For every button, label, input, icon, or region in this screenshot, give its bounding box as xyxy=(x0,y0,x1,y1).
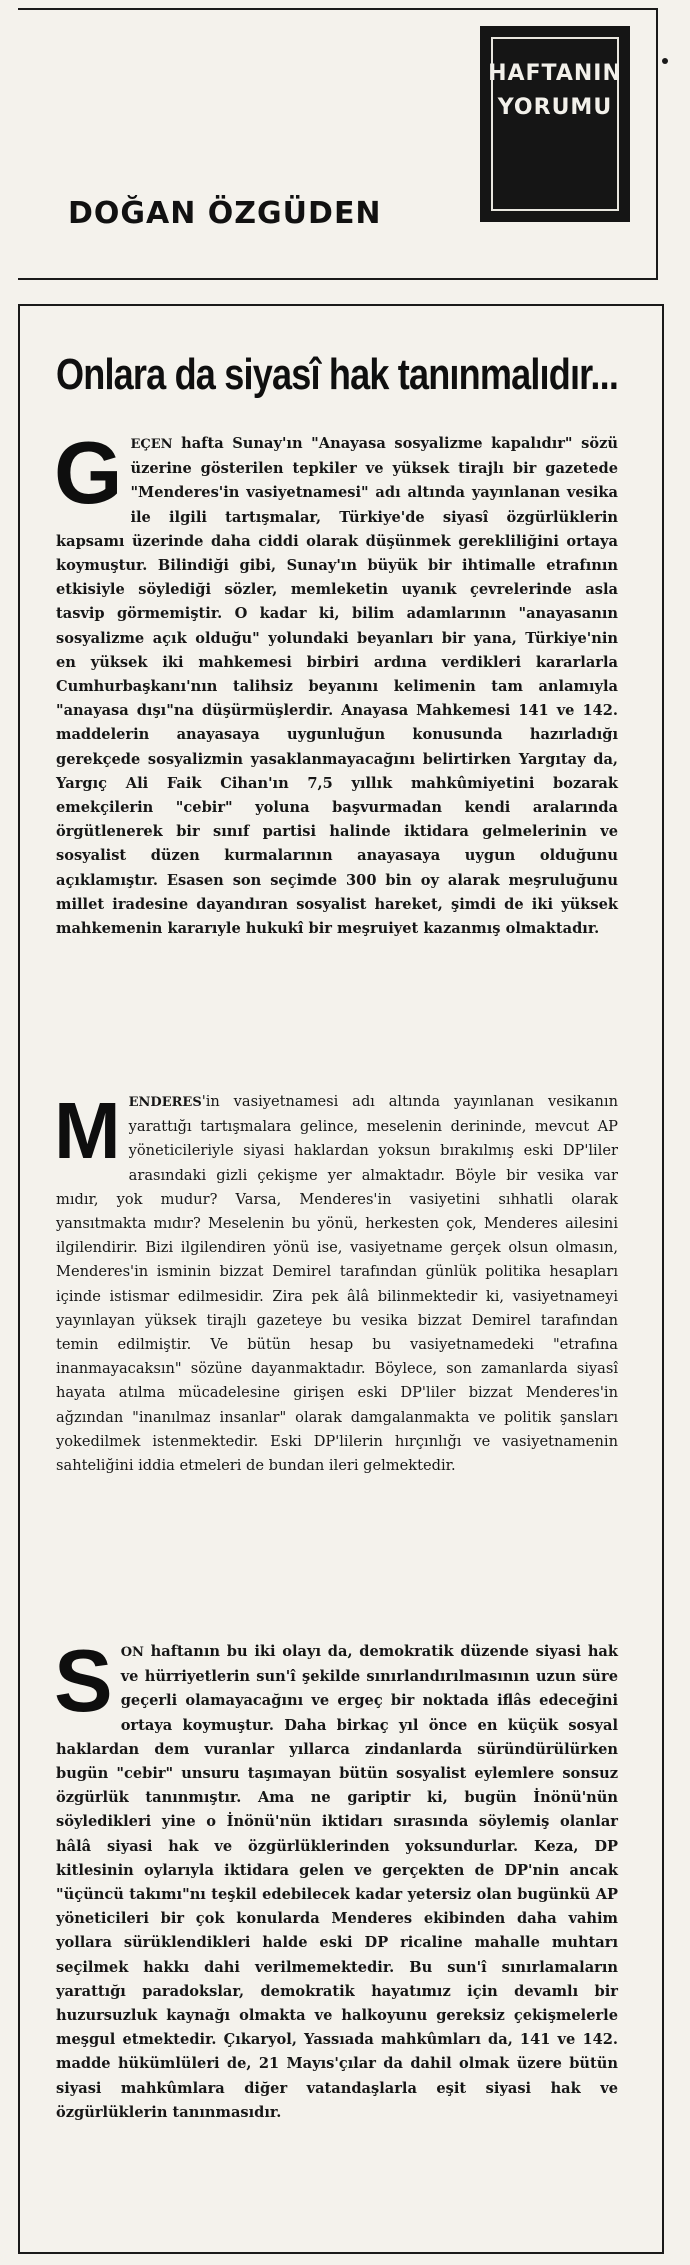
paragraph-3-lead: ON xyxy=(120,1645,144,1660)
paragraph-2-lead: ENDERES xyxy=(128,1095,202,1110)
badge-line-1: HAFTANIN xyxy=(488,61,622,86)
article-title: Onlara da siyasî hak tanınmalıdır... xyxy=(56,350,619,399)
paragraph-1-lead: EÇEN xyxy=(130,437,173,452)
paragraph-1 xyxy=(54,423,618,941)
badge-label xyxy=(483,57,627,125)
paragraph-2-text: 'in vasiyetnamesi adı altında yayınlanan vesikanın yarattığı tartışmalara gelince, meselenin derininde, mevcut AP yöneticileriyle siyasi haklardan yoksun bırakılmış eski DP'liler arasındaki gizli çekişme yer almaktadır. Böyle bir vesika var mıdır, yok mudur? Varsa, Menderes'in vasiyetini sıhhatli olarak yansıtmakta mıdır? Meselenin bu yönü, herkesten çok, Menderes ailesini ilgilendirir. Bizi ilgilendiren yönü ise, vasiyetname gerçek olsun olmasın, Menderes'in isminin bizzat Demirel tarafından günlük politika hesapları içinde istismar edilmesidir. Zira pek âlâ bilinmektedir ki, vasiyetnameyi yayınlayan yüksek tirajlı gazeteye bu vesika bizzat Demirel tarafından temin edilmiştir. Ve bütün hesap bu vasiyetnamedeki "etrafına inanmayacaksın" sözüne dayanmaktadır. Böylece, son zamanlarda siyasî hayata atılma mücadelesine girişen eski DP'liler bizzat Menderes'in ağzından "inanılmaz insanlar" olarak damgalanmakta ve politik şansları yokedilmek istenmektedir. Eski DP'lilerin hırçınlığı ve vasiyetnamenin sahteliğini iddia etmeleri de bundan ileri gelmektedir. xyxy=(56,1093,618,1475)
badge-line-2: YORUMU xyxy=(497,95,613,120)
drop-cap-s: S xyxy=(54,1631,113,1730)
drop-cap-m: M xyxy=(54,1086,121,1175)
author-name: DOĞAN ÖZGÜDEN xyxy=(68,196,382,231)
paragraph-2 xyxy=(54,1086,618,1478)
paragraph-3 xyxy=(54,1631,618,2125)
paragraph-3-text: haftanın bu iki olayı da, demokratik düzende siyasi hak ve hürriyetlerin sun'î şekilde sınırlandırılmasının uzun süre geçerli olamayacağını ve ergeç bir noktada iflâs edeceğini ortaya koymuştur. Daha birkaç yıl önce en küçük sosyal haklardan dem vuranlar yıllarca zindanlarda süründürülürken bugün "cebir" unsuru taşımayan bütün sosyalist eylemlere sonsuz özgürlük tanınmıştır. Ama ne gariptir ki, bugün İnönü'nün söyledikleri yine o İnönü'nün iktidarı sırasında söylemiş olanlar hâlâ siyasi hak ve özgürlüklerinden yoksundurlar. Keza, DP kitlesinin oylarıyla iktidara gelen ve gerçekten de DP'nin ancak "üçüncü takımı"nı teşkil edebilecek kadar yetersiz olan bugünkü AP yöneticileri bir çok konularda Menderes ekibinden daha vahim yollara sürüklendikleri halde eski DP ricaline mahalle muhtarı seçilmek hakkı dahi verilmemektedir. Bu sun'î sınırlamaların yarattığı paradokslar, demokratik hayatımız için devamlı bir huzursuzluk kaynağı olmakta ve halkoyunu gereksiz çekişmelerle meşgul etmektedir. Çıkaryol, Yassıada mahkûmları da, 141 ve 142. madde hükümlüleri de, 21 Mayıs'çılar da dahil olmak üzere bütün siyasi mahkûmlara diğer vatandaşlarla eşit siyasi hak ve özgürlüklerin tanınmasıdır. xyxy=(56,1643,618,2121)
drop-cap-g: G xyxy=(54,423,123,522)
paragraph-1-text: hafta Sunay'ın "Anayasa sosyalizme kapalıdır" sözü üzerine gösterilen tepkiler ve yüksek tirajlı bir gazetede "Menderes'in vasiyetnamesi" adı altında yayınlanan vesika ile ilgili tartışmalar, Türkiye'de siyasî özgürlüklerin kapsamı üzerinde daha ciddi olarak düşünmek gerekliliğini ortaya koymuştur. Bilindiği gibi, Sunay'ın büyük bir ihtimalle etrafının etkisiyle söylediği sözler, memleketin uyanık çevrelerinde asla tasvip görmemiştir. O kadar ki, bilim adamlarının "anayasanın sosyalizme açık olduğu" yolundaki beyanları bir yana, Türkiye'nin en yüksek iki mahkemesi birbiri ardına verdikleri kararlarla Cumhurbaşkanı'nın talihsiz beyanını kelimenin tam anlamıyla "anayasa dışı"na düşürmüşlerdir. Anayasa Mahkemesi 141 ve 142. maddelerin anayasaya uygunluğun konusunda hazırladığı gerekçede sosyalizmin yasaklanmayacağını belirtirken Yargıtay da, Yargıç Ali Faik Cihan'ın 7,5 yıllık mahkûmiyetini bozarak emekçilerin "cebir" yoluna başvurmadan kendi aralarında örgütlenerek bir sınıf partisi halinde iktidara gelmelerinin ve sosyalist düzen kurmalarının anayasaya uygun olduğunu açıklamıştır. Esasen son seçimde 300 bin oy alarak meşruluğunu millet iradesine dayandıran sosyalist hareket, şimdi de iki yüksek mahkemenin kararıyle hukukî bir meşruiyet kazanmış olmaktadır. xyxy=(56,435,618,938)
dot-mark xyxy=(662,58,668,64)
column-badge xyxy=(480,26,630,222)
